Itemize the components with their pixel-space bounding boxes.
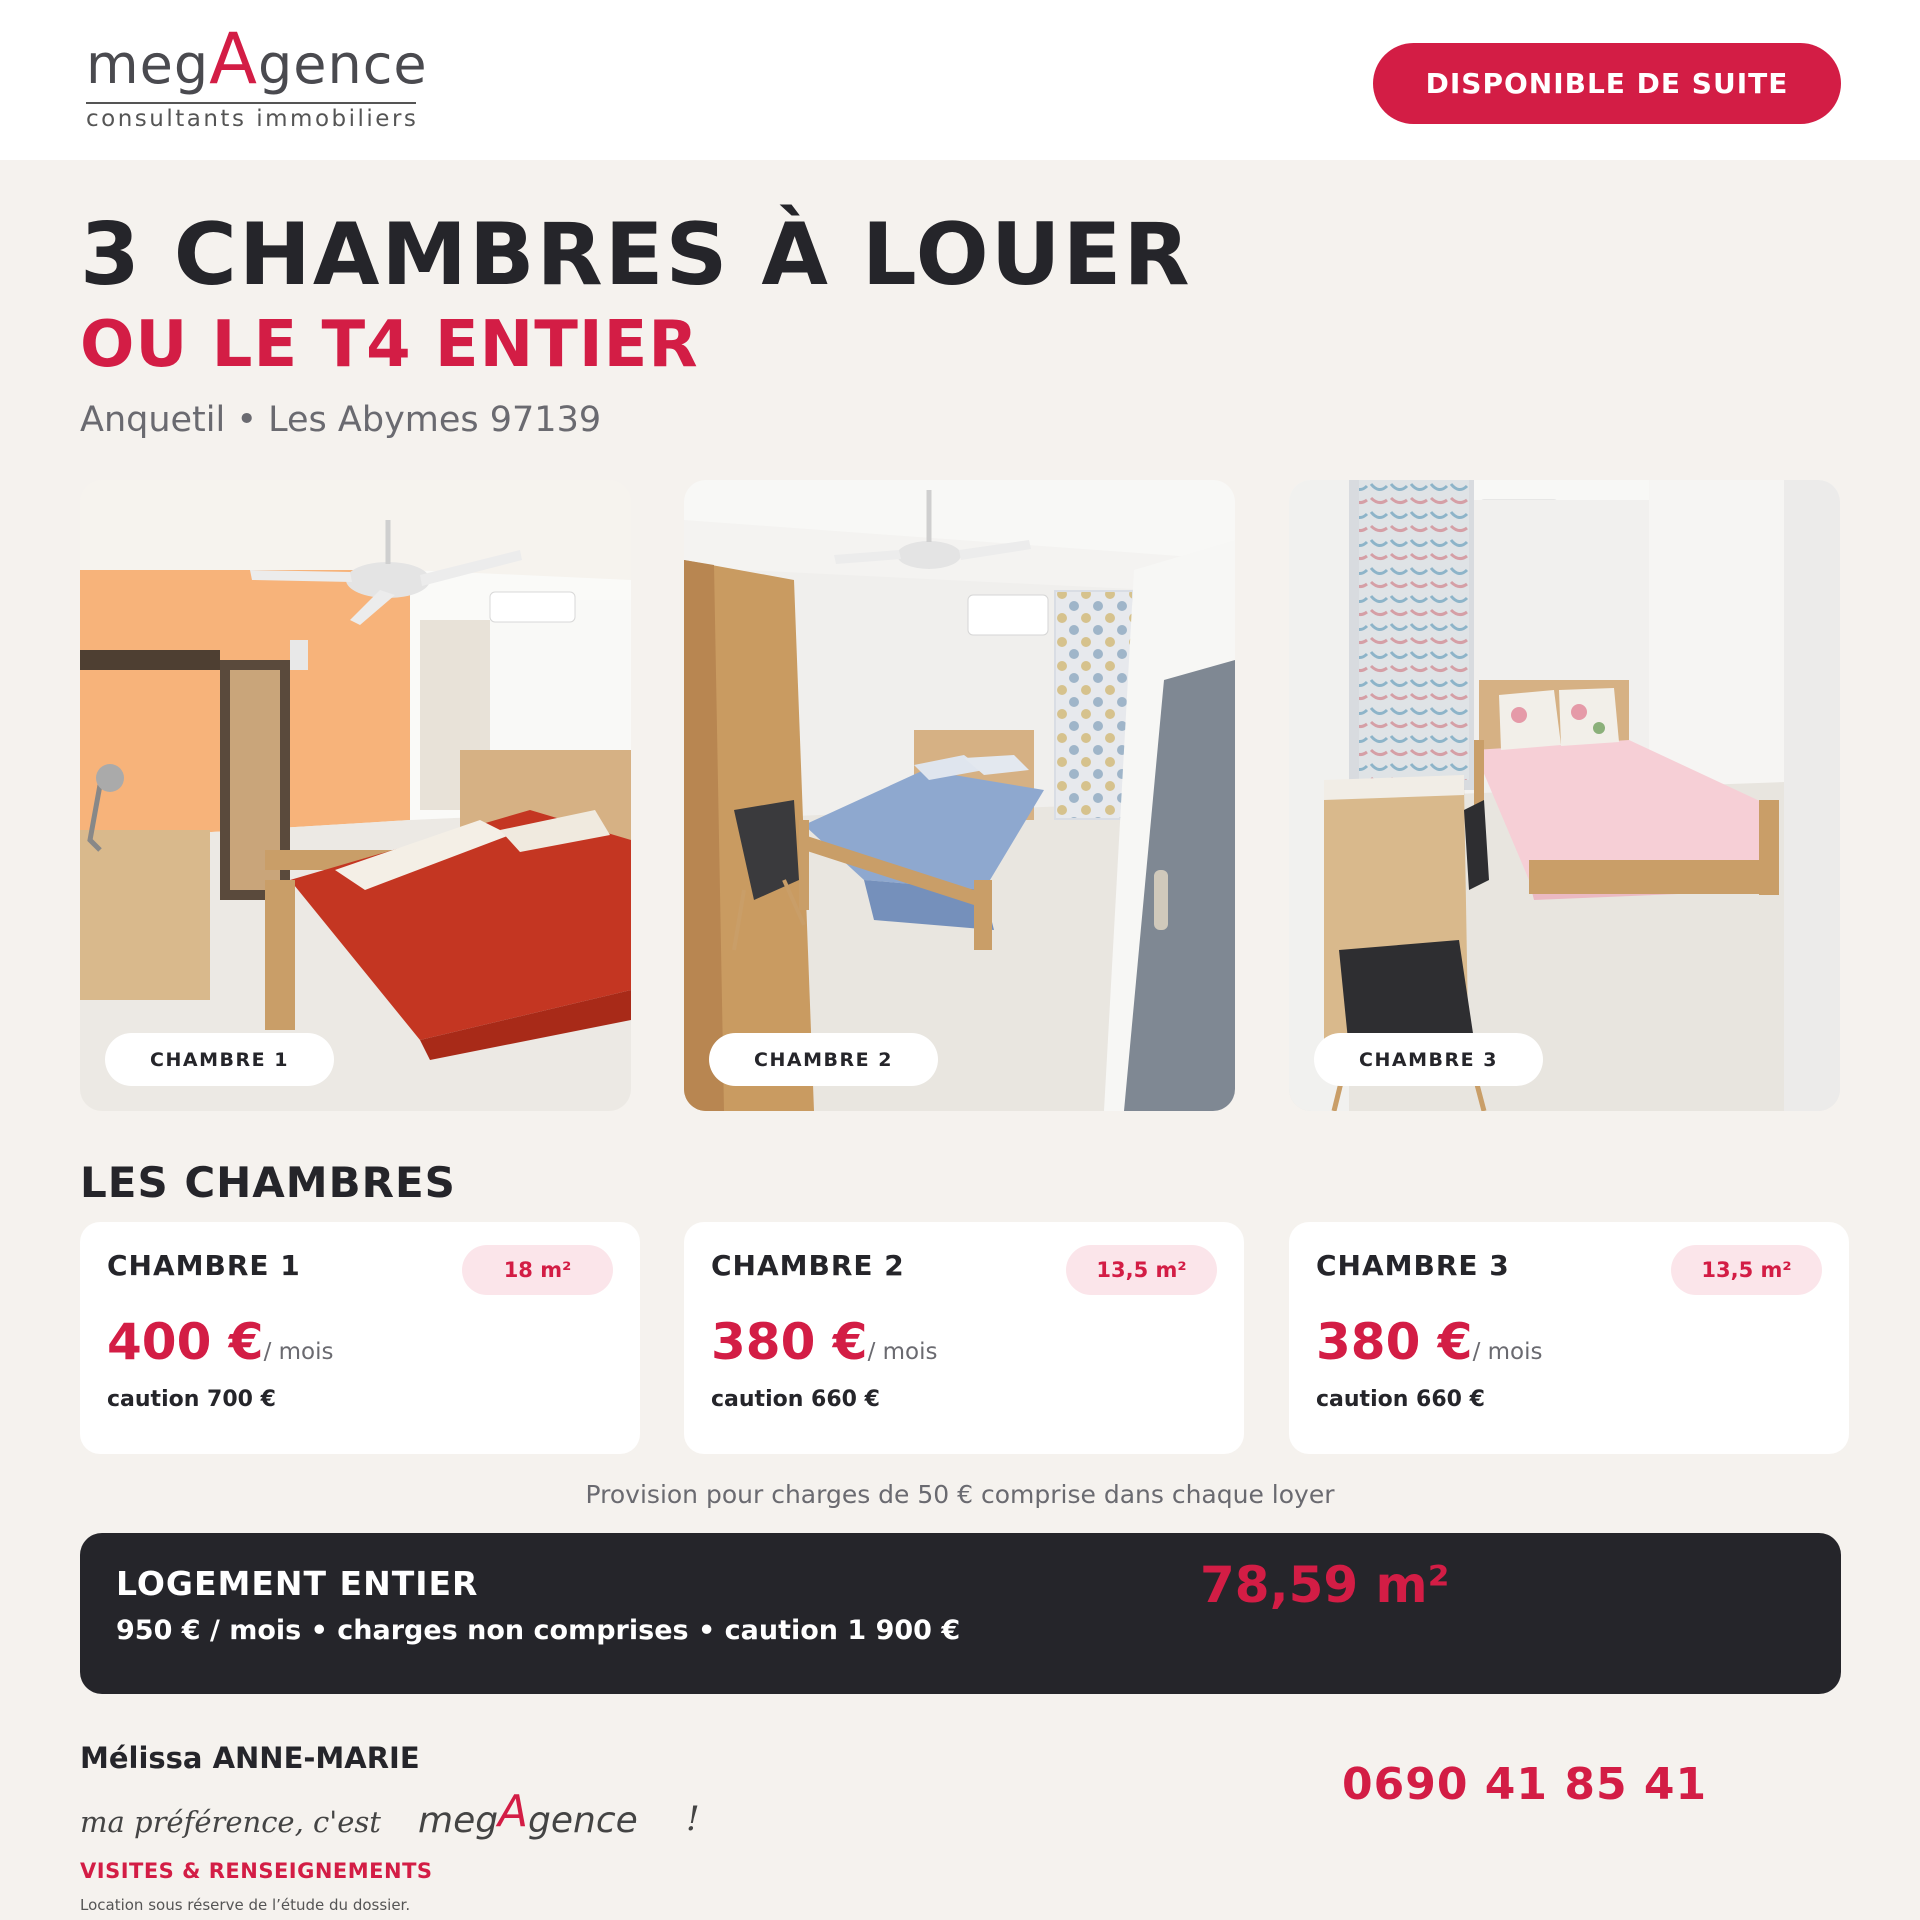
price-amount: 380 € [1316,1313,1473,1371]
room-card-1[interactable] [80,1222,640,1454]
room-deposit: caution 700 € [107,1387,276,1412]
slogan-brand-prefix: meg [418,1800,499,1841]
whole-unit-title: LOGEMENT ENTIER [116,1564,479,1603]
slogan-end: ! [686,1799,700,1839]
room-name: CHAMBRE 3 [1316,1249,1510,1282]
whole-unit-banner[interactable] [80,1533,1841,1694]
room-photo-1[interactable] [80,480,631,1111]
megagence-logo[interactable] [86,18,428,132]
price-amount: 380 € [711,1313,868,1371]
page-subtitle: OU LE T4 ENTIER [80,308,699,382]
slogan-brand-suffix: gence [528,1800,638,1841]
photo-label-2: CHAMBRE 2 [709,1033,938,1086]
whole-unit-details: 950 € / mois • charges non comprises • caution 1 900 € [116,1615,961,1646]
room-card-3[interactable] [1289,1222,1849,1454]
photo-label-3: CHAMBRE 3 [1314,1033,1543,1086]
room-price [711,1312,938,1382]
room-3-illustration [1289,480,1840,1111]
room-deposit: caution 660 € [1316,1387,1485,1412]
whole-unit-area: 78,59 m² [1200,1556,1450,1614]
room-photo-3[interactable] [1289,480,1840,1111]
room-name: CHAMBRE 2 [711,1249,905,1282]
room-price [1316,1312,1543,1382]
visits-label: VISITES & RENSEIGNEMENTS [80,1859,433,1883]
logo-letter-a: A [209,18,258,100]
disclaimer-text: Location sous réserve de l’étude du dossier. [80,1896,411,1914]
availability-button[interactable]: DISPONIBLE DE SUITE [1373,43,1841,124]
price-amount: 400 € [107,1313,264,1371]
slogan-handwritten [78,1780,718,1850]
room-price [107,1312,334,1382]
room-photo-2[interactable] [684,480,1235,1111]
slogan-text: ma préférence, c'est [80,1805,381,1839]
photo-label-1: CHAMBRE 1 [105,1033,334,1086]
header-bar [0,0,1920,160]
logo-suffix: gence [258,33,428,96]
room-deposit: caution 660 € [711,1387,880,1412]
logo-prefix: meg [86,33,210,96]
logo-divider [86,102,416,104]
logo-wordmark [86,18,428,100]
slogan-brand-letter: A [498,1786,529,1837]
agent-name: Mélissa ANNE-MARIE [80,1741,420,1775]
area-badge: 13,5 m² [1066,1245,1217,1295]
rooms-section-title: LES CHAMBRES [80,1158,456,1207]
logo-tagline: consultants immobiliers [86,106,419,132]
room-card-2[interactable] [684,1222,1244,1454]
price-period: / mois [867,1339,938,1365]
phone-number[interactable]: 0690 41 85 41 [1342,1759,1708,1810]
price-period: / mois [263,1339,334,1365]
area-badge: 13,5 m² [1671,1245,1822,1295]
room-name: CHAMBRE 1 [107,1249,301,1282]
room-1-illustration [80,480,631,1111]
page-title: 3 CHAMBRES À LOUER [80,205,1192,305]
room-2-illustration [684,480,1235,1111]
charges-note: Provision pour charges de 50 € comprise dans chaque loyer [585,1480,1335,1509]
area-badge: 18 m² [462,1245,613,1295]
price-period: / mois [1472,1339,1543,1365]
location-text: Anquetil • Les Abymes 97139 [80,400,602,440]
